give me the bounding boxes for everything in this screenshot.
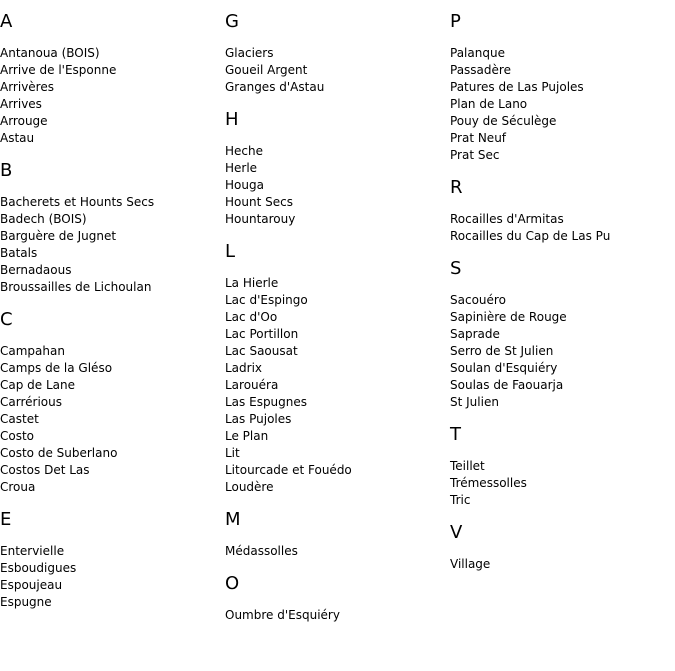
index-entry-link[interactable]: Heche [225,144,263,158]
entry-list [0,45,220,147]
entry-list [450,45,670,164]
section-letter-heading: P [450,11,461,32]
index-entry-link[interactable]: Médassolles [225,544,298,558]
entry-list [450,458,670,509]
index-column [225,12,445,638]
letter-section [450,178,670,245]
index-column [0,12,220,625]
section-letter-heading: T [450,424,461,445]
entry-list [225,607,445,624]
index-entry-link[interactable]: Bernadaous [0,263,72,277]
section-letter-heading: L [225,241,236,262]
index-entry-link[interactable]: Soulan d'Esquiéry [450,361,558,375]
entry-list [225,275,445,496]
letter-section [225,510,445,560]
index-entry-link[interactable]: Hountarouy [225,212,296,226]
index-entry-link[interactable]: Patures de Las Pujoles [450,80,584,94]
index-entry-link[interactable]: Glaciers [225,46,274,60]
index-entry-link[interactable]: Herle [225,161,258,175]
index-entry-link[interactable]: Lac Saousat [225,344,298,358]
index-entry-link[interactable]: Entervielle [0,544,65,558]
index-entry-link[interactable]: Le Plan [225,429,269,443]
index-entry-link[interactable]: Costos Det Las [0,463,90,477]
index-entry-link[interactable]: Astau [0,131,35,145]
index-entry-link[interactable]: Sapinière de Rouge [450,310,567,324]
section-letter-heading: V [450,522,463,543]
index-entry-link[interactable]: Las Pujoles [225,412,292,426]
index-entry-link[interactable]: Arrivères [0,80,54,94]
index-column [450,12,670,587]
index-entry-link[interactable]: Arrouge [0,114,48,128]
letter-section [225,12,445,96]
index-entry-link[interactable]: Barguère de Jugnet [0,229,117,243]
index-entry-link[interactable]: Tric [450,493,471,507]
index-entry-link[interactable]: Prat Neuf [450,131,507,145]
index-entry-link[interactable]: Hount Secs [225,195,293,209]
entry-list [225,45,445,96]
index-entry-link[interactable]: Lit [225,446,240,460]
index-entry-link[interactable]: St Julien [450,395,499,409]
index-entry-link[interactable]: Village [450,557,491,571]
index-entry-link[interactable]: Teillet [450,459,485,473]
section-letter-heading: S [450,258,462,279]
index-entry-link[interactable]: Espoujeau [0,578,63,592]
index-entry-link[interactable]: Camps de la Gléso [0,361,113,375]
letter-section [0,310,220,496]
entry-list [450,211,670,245]
letter-section [0,161,220,296]
section-letter-heading: H [225,109,239,130]
section-letter-heading: O [225,573,240,594]
index-entry-link[interactable]: Pouy de Séculège [450,114,557,128]
index-entry-link[interactable]: Badech (BOIS) [0,212,87,226]
section-letter-heading: B [0,160,13,181]
index-entry-link[interactable]: Larouéra [225,378,279,392]
letter-section [0,510,220,611]
entry-list [0,343,220,496]
index-entry-link[interactable]: Oumbre d'Esquiéry [225,608,340,622]
section-letter-heading: C [0,309,13,330]
entry-list [450,556,670,573]
letter-section [450,12,670,164]
letter-section [450,425,670,509]
index-entry-link[interactable]: Carrérious [0,395,62,409]
index-entry-link[interactable]: Lac Portillon [225,327,299,341]
index-entry-link[interactable]: Espugne [0,595,52,609]
index-entry-link[interactable]: Prat Sec [450,148,500,162]
section-letter-heading: A [0,11,13,32]
index-entry-link[interactable]: Houga [225,178,264,192]
index-entry-link[interactable]: Serro de St Julien [450,344,554,358]
index-entry-link[interactable]: Litourcade et Fouédo [225,463,352,477]
index-entry-link[interactable]: Arrives [0,97,42,111]
letter-section [450,259,670,411]
index-entry-link[interactable]: Loudère [225,480,274,494]
index-entry-link[interactable]: Ladrix [225,361,263,375]
letter-section [225,574,445,624]
index-entry-link[interactable]: Rocailles d'Armitas [450,212,564,226]
section-letter-heading: G [225,11,239,32]
index-entry-link[interactable]: Costo de Suberlano [0,446,118,460]
index-entry-link[interactable]: Croua [0,480,36,494]
section-letter-heading: E [0,509,12,530]
index-entry-link[interactable]: La Hierle [225,276,279,290]
index-entry-link[interactable]: Campahan [0,344,65,358]
entry-list [0,194,220,296]
entry-list [225,543,445,560]
index-entry-link[interactable]: Castet [0,412,39,426]
index-entry-link[interactable]: Palanque [450,46,505,60]
index-entry-link[interactable]: Broussailles de Lichoulan [0,280,152,294]
index-entry-link[interactable]: Saprade [450,327,500,341]
index-entry-link[interactable]: Arrive de l'Esponne [0,63,117,77]
section-letter-heading: M [225,509,241,530]
index-entry-link[interactable]: Granges d'Astau [225,80,325,94]
index-entry-link[interactable]: Costo [0,429,35,443]
index-entry-link[interactable]: Plan de Lano [450,97,528,111]
index-entry-link[interactable]: Rocailles du Cap de Las Pu [450,229,611,243]
index-entry-link[interactable]: Goueil Argent [225,63,308,77]
index-entry-link[interactable]: Lac d'Oo [225,310,278,324]
index-entry-link[interactable]: Las Espugnes [225,395,308,409]
index-entry-link[interactable]: Bacherets et Hounts Secs [0,195,155,209]
letter-section [0,12,220,147]
entry-list [450,292,670,411]
section-letter-heading: R [450,177,463,198]
index-entry-link[interactable]: Cap de Lane [0,378,76,392]
entry-list [0,543,220,611]
index-entry-link[interactable]: Antanoua (BOIS) [0,46,100,60]
index-entry-link[interactable]: Batals [0,246,38,260]
letter-section [225,242,445,496]
entry-list [225,143,445,228]
index-entry-link[interactable]: Esboudigues [0,561,77,575]
index-entry-link[interactable]: Lac d'Espingo [225,293,308,307]
index-entry-link[interactable]: Passadère [450,63,511,77]
letter-section [225,110,445,228]
index-entry-link[interactable]: Soulas de Faouarja [450,378,564,392]
index-entry-link[interactable]: Trémessolles [450,476,527,490]
letter-section [450,523,670,573]
index-entry-link[interactable]: Sacouéro [450,293,506,307]
